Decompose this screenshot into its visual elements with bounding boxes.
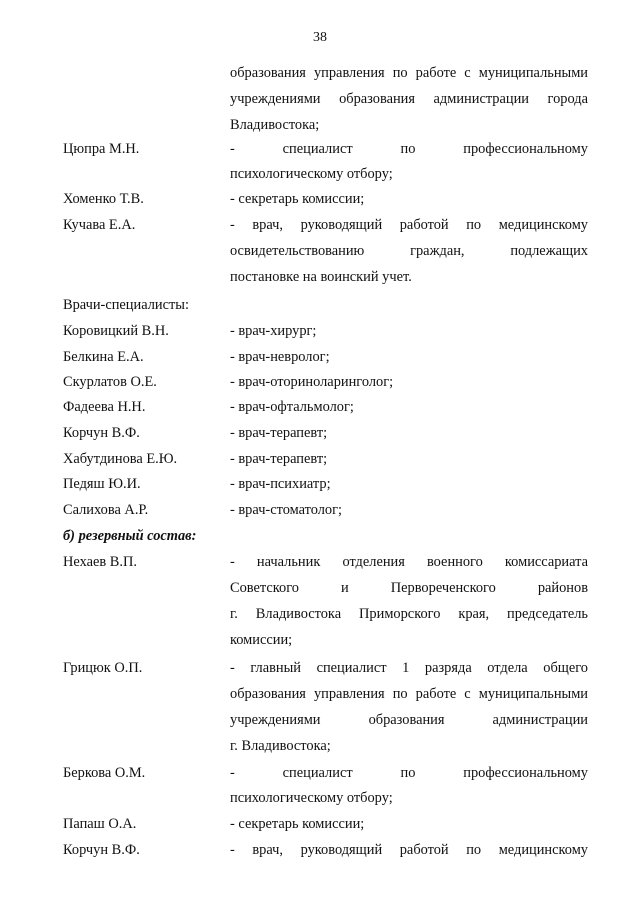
doctor-name: Хабутдинова Е.Ю. xyxy=(63,451,178,467)
reserve-role-line: Советского и Первореченского районов xyxy=(230,580,588,596)
member-name: Цюпра М.Н. xyxy=(63,141,140,157)
doctor-role: - врач-стоматолог; xyxy=(230,502,343,518)
reserve-role-line: г. Владивостока; xyxy=(230,738,331,754)
member-role-line: - врач, руководящий работой по медицинскому xyxy=(230,217,588,233)
reserve-role-line: - начальник отделения военного комиссариата xyxy=(230,554,588,570)
doctor-role: - врач-оториноларинголог; xyxy=(230,374,394,390)
doctors-heading: Врачи-специалисты: xyxy=(63,297,189,313)
reserve-role-line xyxy=(230,764,588,782)
reserve-heading: б) резервный состав: xyxy=(63,528,197,544)
doctor-role: - врач-терапевт; xyxy=(230,425,328,441)
reserve-role-line: комиссии; xyxy=(230,632,293,648)
doctor-name: Корчун В.Ф. xyxy=(63,425,140,441)
reserve-name: Корчун В.Ф. xyxy=(63,842,140,858)
member-role-line xyxy=(230,140,588,158)
reserve-name: Беркова О.М. xyxy=(63,765,146,781)
member-role-line: постановке на воинский учет. xyxy=(230,269,412,285)
doctor-name: Педяш Ю.И. xyxy=(63,476,141,492)
doctor-name: Коровицкий В.Н. xyxy=(63,323,169,339)
reserve-role-line: - врач, руководящий работой по медицинскому xyxy=(230,842,588,858)
doctor-name: Салихова А.Р. xyxy=(63,502,149,518)
member-role-line: освидетельствованию граждан, подлежащих xyxy=(230,243,588,259)
continuation-line-2: учреждениями образования администрации города xyxy=(230,91,588,107)
reserve-name: Папаш О.А. xyxy=(63,816,137,832)
dash: - специалист по профессиональному xyxy=(230,765,588,781)
doctor-role: - врач-невролог; xyxy=(230,349,330,365)
doctor-role: - врач-психиатр; xyxy=(230,476,331,492)
reserve-role-line: психологическому отбору; xyxy=(230,790,393,806)
continuation-line-1: образования управления по работе с муниципальными xyxy=(230,65,588,81)
page-number: 38 xyxy=(313,30,327,45)
doctor-name: Фадеева Н.Н. xyxy=(63,399,146,415)
reserve-name: Нехаев В.П. xyxy=(63,554,137,570)
reserve-role-line: г. Владивостока Приморского края, председатель xyxy=(230,606,588,622)
continuation-line-3: Владивостока; xyxy=(230,117,320,133)
doctor-role: - врач-хирург; xyxy=(230,323,317,339)
member-name: Кучава Е.А. xyxy=(63,217,136,233)
reserve-role-line: - секретарь комиссии; xyxy=(230,816,365,832)
doctor-role: - врач-терапевт; xyxy=(230,451,328,467)
reserve-role-line: учреждениями образования администрации xyxy=(230,712,588,728)
member-role-line: психологическому отбору; xyxy=(230,166,393,182)
member-role-line: - секретарь комиссии; xyxy=(230,191,365,207)
member-name: Хоменко Т.В. xyxy=(63,191,144,207)
reserve-role-line: - главный специалист 1 разряда отдела общего xyxy=(230,660,588,676)
reserve-name: Грицюк О.П. xyxy=(63,660,143,676)
doctor-role: - врач-офтальмолог; xyxy=(230,399,354,415)
doctor-name: Скурлатов О.Е. xyxy=(63,374,157,390)
dash: - специалист по профессиональному xyxy=(230,141,588,157)
reserve-role-line: образования управления по работе с муниципальными xyxy=(230,686,588,702)
doctor-name: Белкина Е.А. xyxy=(63,349,144,365)
